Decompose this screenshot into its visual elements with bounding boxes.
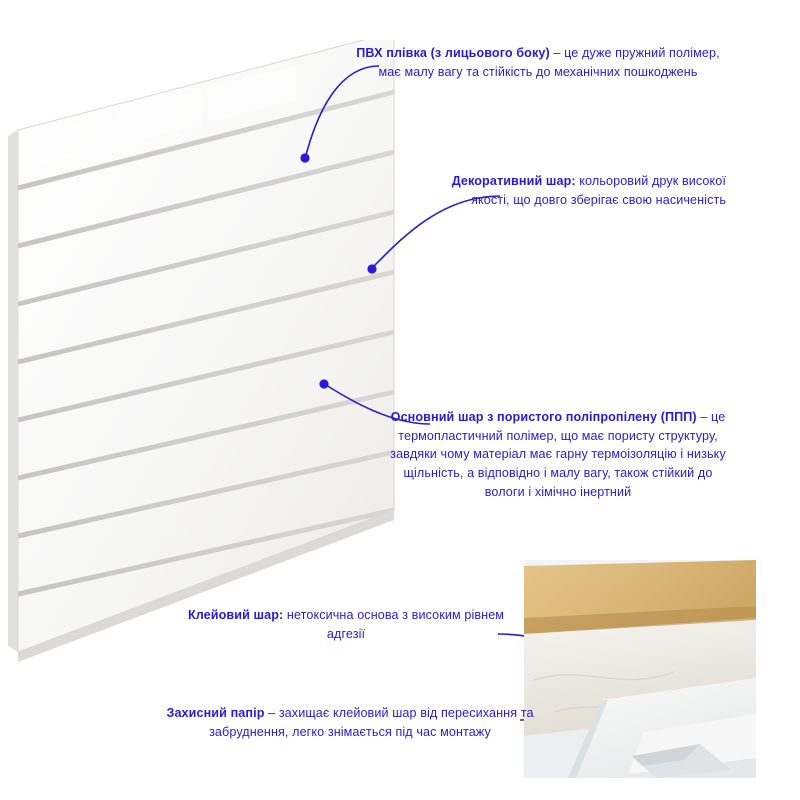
annotation-decor-label: Декоративний шар: xyxy=(451,174,576,188)
panel-corner-photo-svg xyxy=(524,560,756,778)
annotation-paper xyxy=(150,704,550,741)
annotation-pvc-text: це дуже пружний полімер, має малу вагу та стійкість до механічних пошкоджень xyxy=(378,46,720,79)
annotation-core xyxy=(388,408,728,501)
brick-panel-svg xyxy=(0,40,420,680)
annotation-decor-text: кольоровий друк високої якості, що довго зберігає свою насиченість xyxy=(471,174,726,207)
annotation-pvc-dash: – xyxy=(549,46,565,60)
annotation-core-text: це термопластичний полімер, що має пористу структуру, завдяки чому матеріал має гарну термоізоляцію і низьку щільність, а відповідно і малу вагу, також стійкий до вологи і хімічно інертний xyxy=(390,410,726,499)
annotation-core-dash: – xyxy=(696,410,712,424)
annotation-glue xyxy=(178,606,514,643)
brick-panel-illustration xyxy=(0,40,420,680)
annotation-pvc xyxy=(352,44,724,81)
annotation-paper-dash: – xyxy=(264,706,279,720)
annotation-paper-text: захищає клейовий шар від пересихання та забруднення, легко знімається під час монтажу xyxy=(209,706,534,739)
annotation-core-label: Основний шар з пористого поліпропілену (ППП) xyxy=(390,410,697,424)
annotation-decor xyxy=(430,172,726,209)
annotation-paper-label: Захисний папір xyxy=(166,706,265,720)
annotation-glue-label: Клейовий шар: xyxy=(187,608,284,622)
annotation-pvc-label: ПВХ плівка (з лицьового боку) xyxy=(356,46,550,60)
annotation-glue-text: нетоксична основа з високим рівнем адгезії xyxy=(286,608,505,641)
panel-corner-photo xyxy=(524,560,756,778)
